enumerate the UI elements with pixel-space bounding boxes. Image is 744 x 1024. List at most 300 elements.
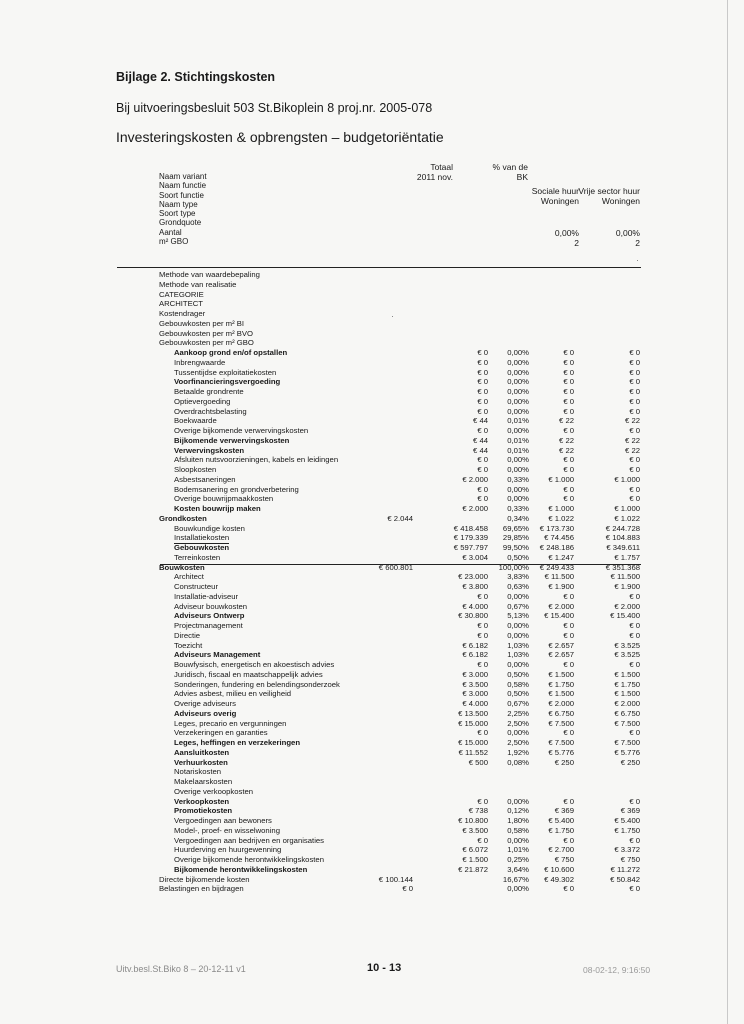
row-sociale-huur: € 0 (563, 621, 574, 630)
row-label: Bijkomende verwervingskosten (174, 435, 290, 445)
row-subtotal: € 0 (477, 660, 488, 669)
row-label: Afsluiten nutsvoorzieningen, kabels en leidingen (174, 455, 339, 465)
row-sociale-huur: € 0 (563, 406, 574, 416)
row-sociale-huur: € 0 (563, 484, 574, 494)
row-subtotal: € 0 (477, 348, 488, 357)
row-vrije-sector: € 0 (629, 465, 640, 474)
row-vrije-sector: € 351.368 (605, 562, 640, 572)
row-subtotal: € 3.500 (462, 679, 488, 689)
row-subtotal: € 0 (477, 621, 488, 630)
table-row (0, 299, 744, 309)
footer-document-id: Uitv.besl.St.Biko 8 – 20-12-11 v1 (116, 964, 246, 974)
row-label: Optievergoeding (174, 396, 231, 406)
row-vrije-sector: € 0 (629, 387, 640, 396)
row-percentage: 0,00% (507, 728, 529, 738)
table-row (0, 514, 744, 524)
row-label: Grondkosten (159, 513, 207, 523)
row-percentage: 0,00% (507, 406, 529, 416)
row-percentage: 0,00% (507, 357, 529, 367)
row-vrije-sector: € 3.372 (614, 845, 640, 855)
row-percentage: 1,03% (507, 650, 529, 660)
grondquote-vrije: 0,00% (615, 228, 640, 238)
row-vrije-sector: € 22 (625, 416, 640, 426)
row-sociale-huur: € 0 (563, 367, 574, 377)
row-subtotal: € 0 (477, 455, 488, 465)
row-vrije-sector: € 3.525 (614, 650, 640, 660)
row-sociale-huur: € 1.900 (548, 582, 574, 591)
row-vrije-sector: € 1.500 (614, 669, 640, 679)
column-header-totaal (413, 162, 453, 182)
table-row (0, 611, 744, 621)
row-label: Gebouwkosten per m² BVO (159, 328, 253, 338)
row-sociale-huur: € 0 (563, 728, 574, 738)
meta-label: m² GBO (159, 237, 189, 247)
row-sociale-huur: € 250 (554, 757, 574, 767)
row-vrije-sector: € 15.400 (610, 611, 640, 621)
column-header-line: Vrije sector huur (578, 186, 640, 196)
row-sociale-huur: € 0 (563, 357, 574, 367)
page-number: 10 - 13 (367, 962, 402, 974)
row-percentage: 0,00% (507, 660, 529, 669)
table-row (0, 602, 744, 612)
row-percentage: 0,00% (507, 796, 529, 806)
row-percentage: 16,67% (502, 874, 529, 884)
row-label: Tussentijdse exploitatiekosten (174, 367, 277, 377)
table-row (0, 416, 744, 426)
table-row (0, 660, 744, 670)
row-sociale-huur: € 2.700 (548, 845, 574, 855)
row-sociale-huur: € 2.000 (548, 699, 574, 708)
table-row (0, 319, 744, 329)
row-percentage: 0,00% (507, 426, 529, 435)
row-label: Sonderingen, fundering en belendingsonderzoek (174, 679, 340, 689)
row-sociale-huur: € 0 (563, 630, 574, 640)
row-sociale-huur: € 1.247 (548, 552, 574, 562)
table-row (0, 875, 744, 885)
row-vrije-sector: € 1.757 (614, 552, 640, 562)
meta-label: Naam variant (159, 172, 207, 181)
row-vrije-sector: € 7.500 (614, 738, 640, 747)
table-row (0, 865, 744, 875)
row-sociale-huur: € 15.400 (544, 611, 574, 621)
row-vrije-sector: € 349.611 (606, 543, 640, 552)
row-total: € 2.044 (387, 513, 413, 523)
row-label: Projectmanagement (174, 621, 243, 630)
row-sociale-huur: € 74.456 (544, 533, 574, 543)
aantal-vrije: 2 (635, 238, 640, 248)
row-percentage: 100,00% (498, 562, 529, 572)
row-sociale-huur: € 249.433 (539, 562, 574, 572)
row-label: Huurderving en huurgewenning (174, 845, 282, 855)
row-label: Bouwkundige kosten (174, 523, 245, 533)
row-label: Methode van realisatie (159, 279, 237, 289)
row-label: Toezicht (174, 640, 203, 650)
row-percentage: 0,08% (507, 757, 529, 767)
row-subtotal: € 0 (477, 377, 488, 387)
row-label: Overige adviseurs (174, 699, 236, 708)
table-row (0, 592, 744, 602)
row-label: Verwervingskosten (174, 445, 245, 455)
table-row (0, 348, 744, 358)
row-label: Betaalde grondrente (174, 387, 244, 396)
row-subtotal: € 3.000 (462, 689, 488, 699)
row-subtotal: € 0 (477, 426, 488, 435)
row-sociale-huur: € 1.500 (548, 689, 574, 699)
row-vrije-sector: € 0 (629, 426, 640, 435)
row-label: Bouwkosten (159, 562, 205, 572)
row-vrije-sector: € 22 (625, 435, 640, 445)
row-vrije-sector: € 50.842 (610, 874, 640, 884)
row-label: Boekwaarde (174, 416, 217, 426)
row-subtotal: € 0 (477, 367, 488, 377)
table-row (0, 436, 744, 446)
row-label: Juridisch, fiscaal en maatschappelijk advies (174, 669, 323, 679)
row-subtotal: € 3.500 (462, 825, 488, 835)
row-label: Adviseurs Ontwerp (174, 611, 245, 621)
aantal-sociaal: 2 (574, 238, 579, 248)
row-vrije-sector: € 0 (629, 377, 640, 387)
row-label: Adviseur bouwkosten (174, 601, 248, 611)
row-sociale-huur: € 49.302 (544, 874, 574, 884)
table-row (0, 738, 744, 748)
row-subtotal: € 0 (477, 387, 488, 396)
row-percentage: 1,92% (507, 747, 529, 757)
row-sociale-huur: € 750 (554, 855, 574, 864)
row-label: ARCHITECT (159, 299, 203, 309)
table-row (0, 572, 744, 582)
row-subtotal: € 0 (477, 465, 488, 474)
table-row (0, 494, 744, 504)
table-row (0, 358, 744, 368)
row-label: Promotiekosten (174, 806, 233, 816)
row-subtotal: € 4.000 (462, 601, 488, 611)
row-vrije-sector: € 2.000 (614, 699, 640, 708)
row-subtotal: € 23.000 (458, 572, 488, 582)
row-label: Sloopkosten (174, 465, 217, 474)
table-row (0, 777, 744, 787)
row-vrije-sector: € 11.272 (610, 864, 640, 874)
row-label: Aansluitkosten (174, 747, 230, 757)
document-title: Bijlage 2. Stichtingskosten (116, 70, 276, 84)
row-label: Leges, precario en vergunningen (174, 718, 287, 728)
row-label: Kostendrager (159, 309, 206, 318)
row-sociale-huur: € 0 (563, 396, 574, 406)
row-percentage: 29,85% (502, 533, 529, 543)
table-row (0, 270, 744, 280)
row-percentage: 0,58% (507, 679, 529, 689)
row-percentage: 0,00% (507, 348, 529, 357)
row-label: Constructeur (174, 582, 219, 591)
row-percentage: 3,83% (507, 572, 529, 582)
row-subtotal: € 4.000 (462, 699, 488, 708)
table-row (0, 699, 744, 709)
table-row (0, 368, 744, 378)
table-row (0, 670, 744, 680)
row-vrije-sector: € 104.883 (605, 533, 640, 543)
row-sociale-huur: € 6.750 (548, 708, 574, 718)
row-vrije-sector: € 0 (629, 796, 640, 806)
table-row (0, 329, 744, 339)
table-row (0, 709, 744, 719)
row-vrije-sector: € 250 (620, 757, 640, 767)
meta-label: Naam type (159, 199, 198, 209)
document-subtitle: Bij uitvoeringsbesluit 503 St.Bikoplein 8 proj.nr. 2005-078 (116, 101, 433, 115)
table-row (0, 446, 744, 456)
row-subtotal: € 0 (477, 835, 488, 845)
row-sociale-huur: € 22 (559, 416, 574, 426)
row-subtotal: € 30.800 (458, 611, 488, 621)
table-row (0, 855, 744, 865)
row-sociale-huur: € 0 (563, 660, 574, 669)
row-label: Leges, heffingen en verzekeringen (174, 738, 301, 747)
row-label: Gebouwkosten per m² GBO (159, 338, 254, 348)
column-header-vrije-sector (572, 186, 640, 206)
row-vrije-sector: € 244.728 (605, 523, 640, 533)
row-vrije-sector: € 5.400 (614, 816, 640, 825)
row-percentage: 0,00% (507, 835, 529, 845)
row-label: Verzekeringen en garanties (174, 728, 268, 738)
row-vrije-sector: € 750 (620, 855, 640, 864)
row-sociale-huur: € 0 (563, 591, 574, 601)
row-percentage: 0,34% (507, 513, 529, 523)
row-vrije-sector: € 0 (629, 630, 640, 640)
table-row (0, 816, 744, 826)
row-subtotal: € 11.552 (458, 747, 488, 757)
row-label: Directe bijkomende kosten (159, 874, 250, 884)
row-total: € 0 (402, 884, 413, 894)
row-vrije-sector: € 0 (629, 728, 640, 738)
row-vrije-sector: € 11.500 (610, 572, 640, 582)
row-sociale-huur: € 1.000 (548, 474, 574, 484)
row-subtotal: € 1.500 (462, 855, 488, 864)
meta-label: Soort type (159, 209, 196, 219)
table-row (0, 582, 744, 592)
row-percentage: 2,50% (507, 718, 529, 728)
row-subtotal: € 15.000 (458, 718, 488, 728)
row-percentage: 0,00% (507, 377, 529, 387)
table-row (0, 387, 744, 397)
row-sociale-huur: € 5.400 (548, 816, 574, 825)
table-row (0, 884, 744, 894)
row-vrije-sector: € 5.776 (614, 747, 640, 757)
row-sociale-huur: € 22 (559, 445, 574, 455)
row-vrije-sector: € 1.000 (614, 474, 640, 484)
row-label: Notariskosten (174, 767, 221, 777)
meta-labels (159, 172, 207, 246)
row-label: Model-, proef- en wisselwoning (174, 825, 280, 835)
row-subtotal: € 6.072 (462, 845, 488, 855)
row-vrije-sector: € 0 (629, 494, 640, 504)
row-label: Overige bouwrijpmaakkosten (174, 494, 274, 504)
table-row (0, 533, 744, 543)
footer-timestamp: 08-02-12, 9:16:50 (583, 965, 651, 975)
row-vrije-sector: € 0 (629, 884, 640, 894)
row-vrije-sector: € 2.000 (614, 601, 640, 611)
row-vrije-sector: € 7.500 (614, 718, 640, 728)
row-label: Advies asbest, milieu en veiligheid (174, 689, 292, 699)
table-row (0, 475, 744, 485)
row-percentage: 0,00% (507, 630, 529, 640)
row-total: € 600.801 (378, 562, 413, 572)
row-percentage: 0,00% (507, 494, 529, 504)
row-total: € 100.144 (378, 874, 413, 884)
row-subtotal: € 597.797 (453, 543, 488, 552)
row-vrije-sector: € 1.750 (614, 679, 640, 689)
row-percentage: 99,50% (502, 543, 529, 552)
row-vrije-sector: € 1.500 (614, 689, 640, 699)
row-label: Asbestsaneringen (174, 474, 236, 484)
row-label: Methode van waardebepaling (159, 270, 260, 279)
row-sociale-huur: € 0 (563, 835, 574, 845)
row-vrije-sector: € 0 (629, 660, 640, 669)
table-row (0, 543, 744, 553)
table-row (0, 787, 744, 797)
table-row (0, 650, 744, 660)
scan-speck: · (391, 311, 394, 321)
row-percentage: 0,67% (507, 601, 529, 611)
table-row (0, 309, 744, 319)
row-label: Bodemsanering en grondverbetering (174, 484, 299, 494)
row-subtotal: € 21.872 (458, 864, 488, 874)
row-label: Architect (174, 572, 204, 582)
row-percentage: 0,00% (507, 465, 529, 474)
row-percentage: 0,67% (507, 699, 529, 708)
row-vrije-sector: € 0 (629, 484, 640, 494)
row-subtotal: € 0 (477, 591, 488, 601)
row-sociale-huur: € 2.000 (548, 601, 574, 611)
row-label: Kosten bouwrijp maken (174, 504, 261, 513)
row-label: CATEGORIE (159, 289, 204, 299)
grondquote-sociaal: 0,00% (554, 228, 579, 238)
row-vrije-sector: € 0 (629, 367, 640, 377)
column-header-line: 2011 nov. (416, 172, 453, 182)
row-label: Makelaarskosten (174, 777, 233, 786)
table-row (0, 621, 744, 631)
column-header-percentage (488, 162, 528, 182)
table-row (0, 641, 744, 651)
table-row (0, 455, 744, 465)
row-vrije-sector: € 1.000 (614, 504, 640, 513)
row-percentage: 0,12% (507, 806, 529, 816)
row-percentage: 0,00% (507, 884, 529, 894)
row-sociale-huur: € 369 (554, 806, 574, 816)
scan-speck: · (636, 255, 639, 265)
row-subtotal: € 0 (477, 357, 488, 367)
row-sociale-huur: € 0 (563, 387, 574, 396)
table-row (0, 485, 744, 495)
row-subtotal: € 44 (473, 416, 488, 426)
row-sociale-huur: € 10.600 (544, 864, 574, 874)
row-sociale-huur: € 7.500 (548, 718, 574, 728)
row-vrije-sector: € 1.022 (614, 513, 640, 523)
row-subtotal: € 44 (473, 445, 488, 455)
row-subtotal: € 500 (468, 757, 488, 767)
cost-table (0, 270, 744, 894)
column-header-sociale-huur (520, 186, 579, 206)
row-subtotal: € 3.800 (462, 582, 488, 591)
table-row (0, 290, 744, 300)
row-percentage: 0,50% (507, 669, 529, 679)
row-subtotal: € 3.004 (462, 552, 488, 562)
row-percentage: 0,00% (507, 591, 529, 601)
row-label: Voorfinancieringsvergoeding (174, 377, 281, 387)
meta-label: Aantal (159, 227, 182, 237)
row-subtotal: € 2.000 (462, 504, 488, 513)
row-subtotal: € 13.500 (458, 708, 488, 718)
row-label: Gebouwkosten (174, 543, 230, 552)
row-vrije-sector: € 22 (625, 445, 640, 455)
row-sociale-huur: € 11.500 (544, 572, 574, 582)
row-sociale-huur: € 0 (563, 377, 574, 387)
table-row (0, 280, 744, 290)
row-subtotal: € 0 (477, 484, 488, 494)
row-percentage: 2,50% (507, 738, 529, 747)
section-heading: Investeringskosten & opbrengsten – budgetoriëntatie (116, 129, 444, 145)
row-percentage: 0,00% (507, 621, 529, 630)
row-label: Installatiekosten (174, 533, 230, 543)
table-row (0, 407, 744, 417)
meta-label: Naam functie (159, 181, 207, 191)
table-row (0, 719, 744, 729)
row-label: Overige verkoopkosten (174, 786, 254, 796)
row-percentage: 0,00% (507, 455, 529, 465)
row-sociale-huur: € 1.750 (548, 825, 574, 835)
table-row (0, 728, 744, 738)
table-row (0, 338, 744, 348)
table-row (0, 758, 744, 768)
row-sociale-huur: € 0 (563, 426, 574, 435)
table-row (0, 504, 744, 514)
row-subtotal: € 738 (468, 806, 488, 816)
row-label: Adviseurs overig (174, 708, 237, 718)
meta-label: Grondquote (159, 218, 202, 228)
row-percentage: 0,50% (507, 689, 529, 699)
row-percentage: 0,00% (507, 387, 529, 396)
row-percentage: 3,64% (507, 864, 529, 874)
table-row (0, 465, 744, 475)
row-label: Overdrachtsbelasting (174, 406, 247, 416)
table-row (0, 836, 744, 846)
row-percentage: 0,33% (507, 504, 529, 513)
table-row (0, 806, 744, 816)
row-sociale-huur: € 0 (563, 884, 574, 894)
row-sociale-huur: € 248.186 (539, 543, 574, 552)
row-percentage: 1,80% (507, 816, 529, 825)
row-sociale-huur: € 5.776 (548, 747, 574, 757)
row-subtotal: € 418.458 (453, 523, 488, 533)
row-sociale-huur: € 7.500 (548, 738, 574, 747)
row-subtotal: € 10.800 (458, 816, 488, 825)
row-label: Inbrengwaarde (174, 357, 226, 367)
table-row (0, 767, 744, 777)
table-row (0, 845, 744, 855)
row-sociale-huur: € 173.730 (539, 523, 574, 533)
table-row (0, 826, 744, 836)
row-sociale-huur: € 22 (559, 435, 574, 445)
row-label: Belastingen en bijdragen (159, 884, 244, 894)
column-header-line: Totaal (430, 162, 453, 172)
row-percentage: 0,00% (507, 484, 529, 494)
row-vrije-sector: € 3.525 (614, 640, 640, 650)
row-subtotal: € 0 (477, 796, 488, 806)
row-vrije-sector: € 6.750 (614, 708, 640, 718)
row-vrije-sector: € 369 (620, 806, 640, 816)
row-sociale-huur: € 2.657 (548, 650, 574, 660)
row-subtotal: € 0 (477, 396, 488, 406)
row-sociale-huur: € 1.750 (548, 679, 574, 689)
row-subtotal: € 15.000 (458, 738, 488, 747)
row-percentage: 0,01% (507, 445, 529, 455)
